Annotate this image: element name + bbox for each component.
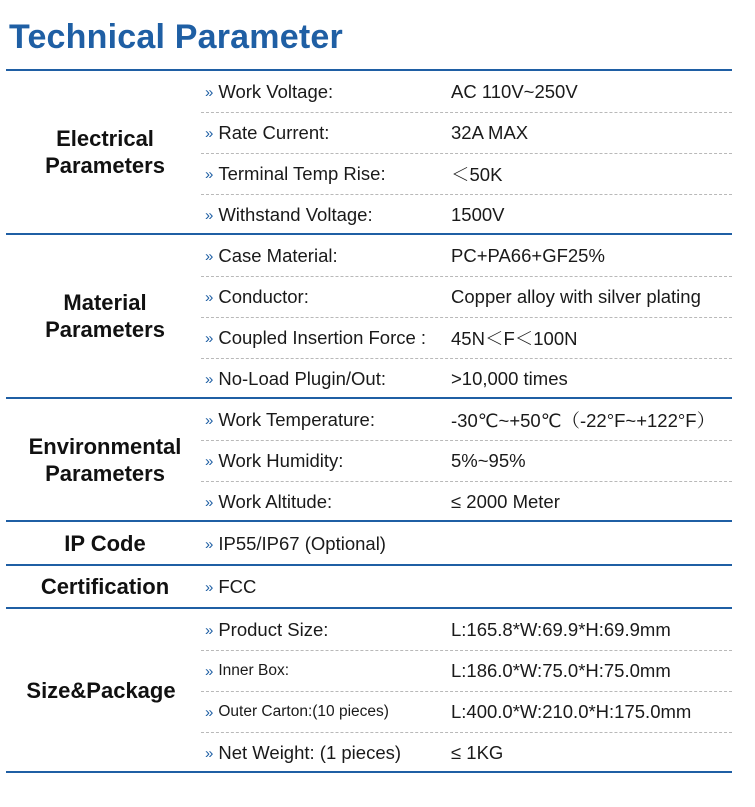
param-value: >10,000 times [451,367,568,389]
group-ip-code: IP Code [64,530,146,556]
param-row-work-humidity [0,440,755,481]
group-material-parameters: Material Parameters [45,290,165,342]
group-certification: Certification [40,574,170,599]
param-row-withstand-voltage [0,194,755,235]
bullet-arrow-icon: » [205,248,214,265]
param-row-work-voltage [0,71,755,112]
param-label: Work Temperature: [218,408,375,430]
param-label: Rate Current: [218,121,330,143]
param-value: 5%~95% [451,449,526,471]
param-value: 45N＜F＜100N [451,327,578,349]
param-row-work-temperature [0,399,755,440]
param-label: Product Size: [218,618,329,640]
param-label: Withstand Voltage: [218,203,373,225]
bullet-arrow-icon: » [205,330,214,347]
bullet-arrow-icon: » [205,207,214,224]
param-row-outer-carton [0,691,755,732]
group-environmental-parameters: Environmental Parameters [28,433,182,486]
param-label: Outer Carton:(10 pieces) [218,702,389,720]
param-label: Inner Box: [218,661,289,679]
param-row-no-load-plugin-out [0,358,755,399]
page-title: Technical Parameter [9,18,343,56]
bullet-arrow-icon: » [205,536,214,553]
param-label: FCC [218,575,257,597]
param-value: ≤ 2000 Meter [451,490,560,512]
param-row-certification [0,566,755,607]
bullet-arrow-icon: » [205,289,214,306]
param-value: AC 110V~250V [451,80,578,102]
param-label: Terminal Temp Rise: [218,162,386,184]
group-electrical-parameters: Electrical Parameters [45,126,165,178]
param-label: Coupled Insertion Force : [218,326,427,348]
param-label: IP55/IP67 (Optional) [218,532,386,554]
param-value: 1500V [451,203,505,225]
param-row-rate-current [0,112,755,153]
param-row-terminal-temp-rise [0,153,755,194]
bullet-arrow-icon: » [205,371,214,388]
param-label: Work Altitude: [218,490,333,512]
bullet-arrow-icon: » [205,412,214,429]
param-value: PC+PA66+GF25% [451,244,605,266]
param-row-ip-code [0,523,755,564]
param-value: Copper alloy with silver plating [451,285,701,307]
param-label: Work Humidity: [218,449,344,471]
param-row-case-material [0,235,755,276]
param-row-conductor [0,276,755,317]
param-row-work-altitude [0,481,755,522]
param-label: Net Weight: (1 pieces) [218,741,402,763]
bullet-arrow-icon: » [205,494,214,511]
param-row-coupled-insertion-force [0,317,755,358]
bullet-arrow-icon: » [205,622,214,639]
bullet-arrow-icon: » [205,704,214,721]
bullet-arrow-icon: » [205,745,214,762]
param-label: No-Load Plugin/Out: [218,367,386,389]
bullet-arrow-icon: » [205,663,214,680]
bullet-arrow-icon: » [205,125,214,142]
param-value: ＜50K [451,163,503,185]
bullet-arrow-icon: » [205,84,214,101]
param-value: ≤ 1KG [451,741,504,763]
param-label: Case Material: [218,244,338,266]
bullet-arrow-icon: » [205,166,214,183]
param-row-inner-box [0,650,755,691]
param-value: -30℃~+50℃（-22°F~+122°F） [451,409,716,431]
param-label: Conductor: [218,285,309,307]
group-size-package: Size&Package [26,677,176,703]
bullet-arrow-icon: » [205,453,214,470]
param-value: L:165.8*W:69.9*H:69.9mm [451,618,671,640]
param-value: L:400.0*W:210.0*H:175.0mm [451,700,692,722]
param-value: L:186.0*W:75.0*H:75.0mm [451,659,671,681]
param-row-net-weight [0,732,755,773]
param-label: Work Voltage: [218,80,334,102]
bullet-arrow-icon: » [205,579,214,596]
param-row-product-size [0,609,755,650]
param-value: 32A MAX [451,121,529,143]
